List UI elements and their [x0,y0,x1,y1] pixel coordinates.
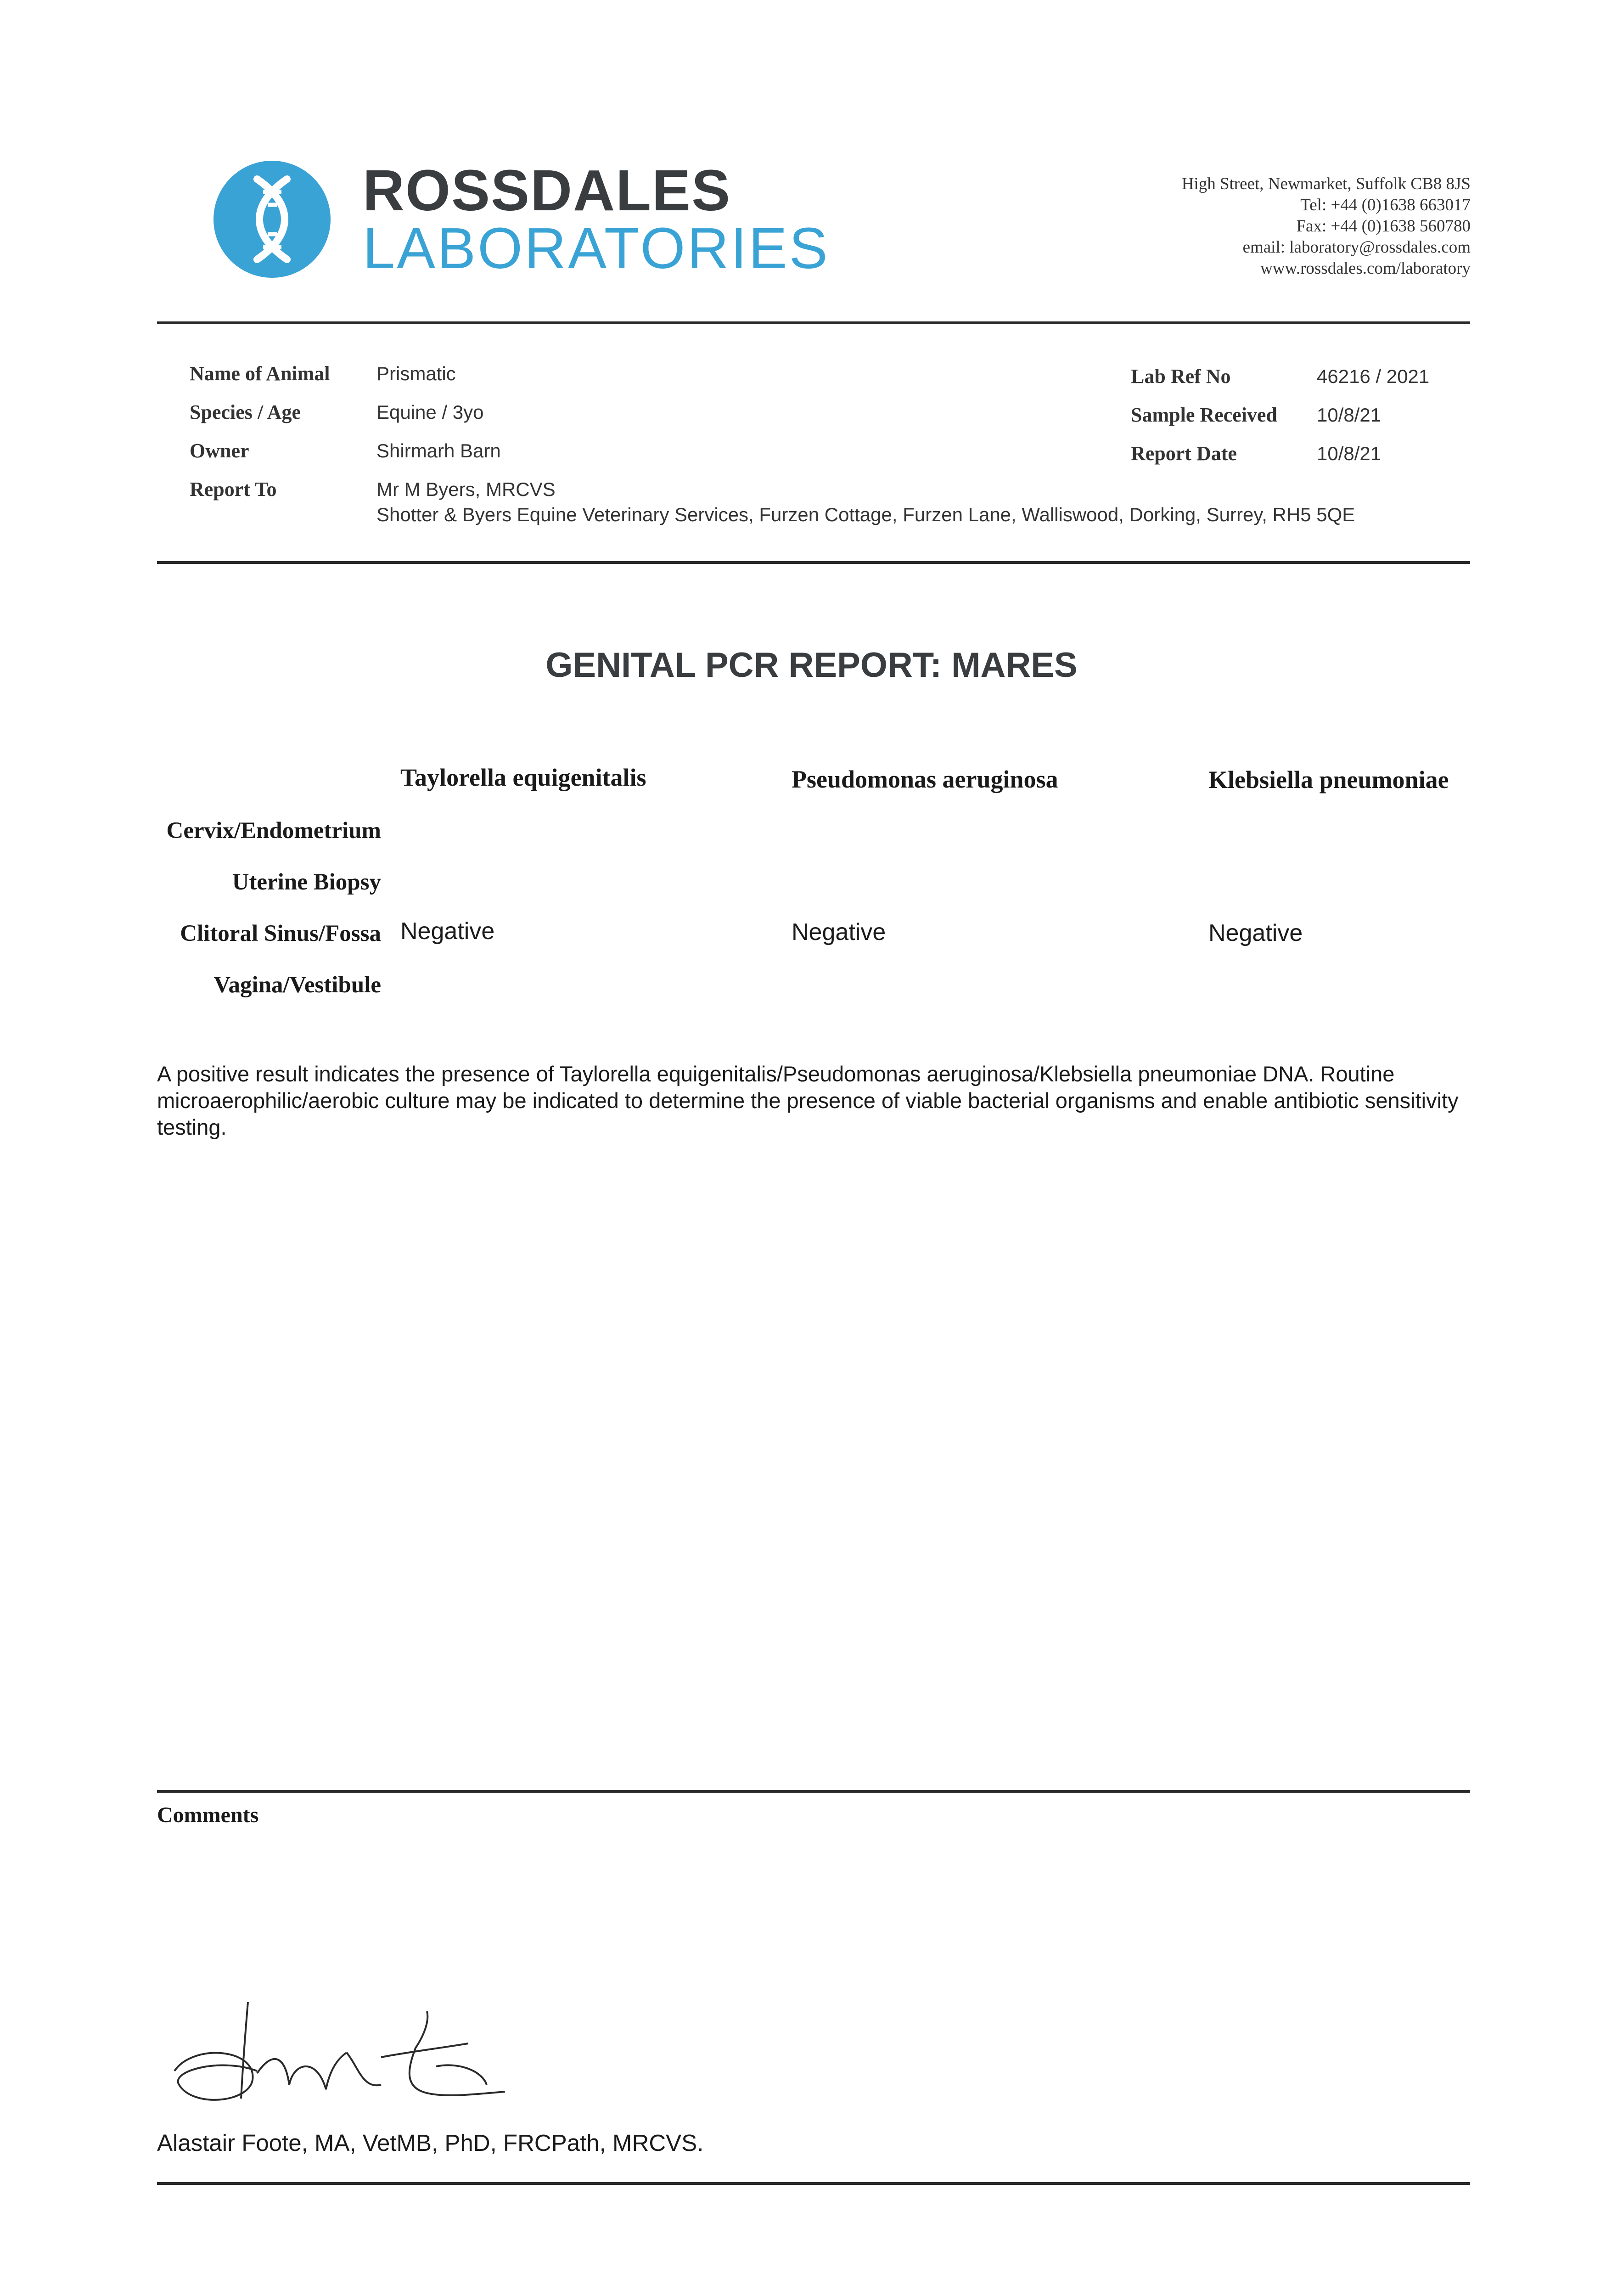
row-label-uterine-biopsy: Uterine Biopsy [232,869,381,895]
column-header-klebsiella: Klebsiella pneumoniae [1208,766,1449,793]
fax-line: Fax: +44 (0)1638 560780 [1296,217,1471,236]
animal-name-value: Prismatic [376,363,456,384]
owner-label: Owner [190,439,249,462]
comments-divider [157,1790,1470,1793]
owner-value: Shirmarh Barn [376,440,501,461]
column-header-pseudomonas: Pseudomonas aeruginosa [792,765,1058,793]
sample-received-value: 10/8/21 [1317,404,1382,426]
species-age-value: Equine / 3yo [376,401,484,423]
address-line: High Street, Newmarket, Suffolk CB8 8JS [1181,174,1471,193]
interpretation-note: A positive result indicates the presence of Taylorella equigenitalis/Pseudomonas aeruginosa/Klebsiella pneumoniae DNA. Routine microaerophilic/aerobic culture may be indicated to determine the presence of viable bacterial organisms and enable antibiotic sensitivity testing. [157,1062,1459,1139]
report-title: GENITAL PCR REPORT: MARES [545,646,1078,685]
sample-received-label: Sample Received [1131,404,1277,426]
footer-divider [157,2182,1470,2185]
comments-label: Comments [157,1803,259,1827]
phone-line: Tel: +44 (0)1638 663017 [1300,196,1471,214]
website-line: www.rossdales.com/laboratory [1260,259,1471,278]
email-line: email: laboratory@rossdales.com [1242,238,1471,257]
dna-helix-icon [213,161,331,278]
row-label-clitoral-sinus-fossa: Clitoral Sinus/Fossa [180,921,381,946]
row-label-vagina-vestibule: Vagina/Vestibule [213,972,381,998]
result-clitoral-klebsiella: Negative [1208,920,1303,946]
animal-name-label: Name of Animal [190,362,330,385]
handwritten-signature [165,1993,514,2112]
lab-logo-icon [213,161,331,278]
brand-subname: LABORATORIES [363,216,830,281]
species-age-label: Species / Age [190,401,301,423]
lab-address [1182,174,1471,279]
row-label-cervix-endometrium: Cervix/Endometrium [166,818,381,844]
result-clitoral-pseudomonas: Negative [792,919,886,945]
report-date-label: Report Date [1131,442,1237,465]
lab-ref-value: 46216 / 2021 [1317,366,1430,387]
header-divider [157,321,1470,324]
column-header-taylorella: Taylorella equigenitalis [400,764,646,791]
report-to-address: Shotter & Byers Equine Veterinary Services, Furzen Cottage, Furzen Lane, Walliswood, Dorking, Surrey, RH5 5QE [376,504,1355,525]
result-clitoral-taylorella: Negative [400,918,495,945]
report-date-value: 10/8/21 [1317,443,1382,464]
report-to-name: Mr M Byers, MRCVS [376,478,556,500]
lab-ref-label: Lab Ref No [1131,365,1231,388]
details-divider [157,561,1470,564]
signatory-name: Alastair Foote, MA, VetMB, PhD, FRCPath, MRCVS. [157,2130,704,2156]
brand-name: ROSSDALES [363,158,731,223]
report-to-label: Report To [190,478,277,501]
